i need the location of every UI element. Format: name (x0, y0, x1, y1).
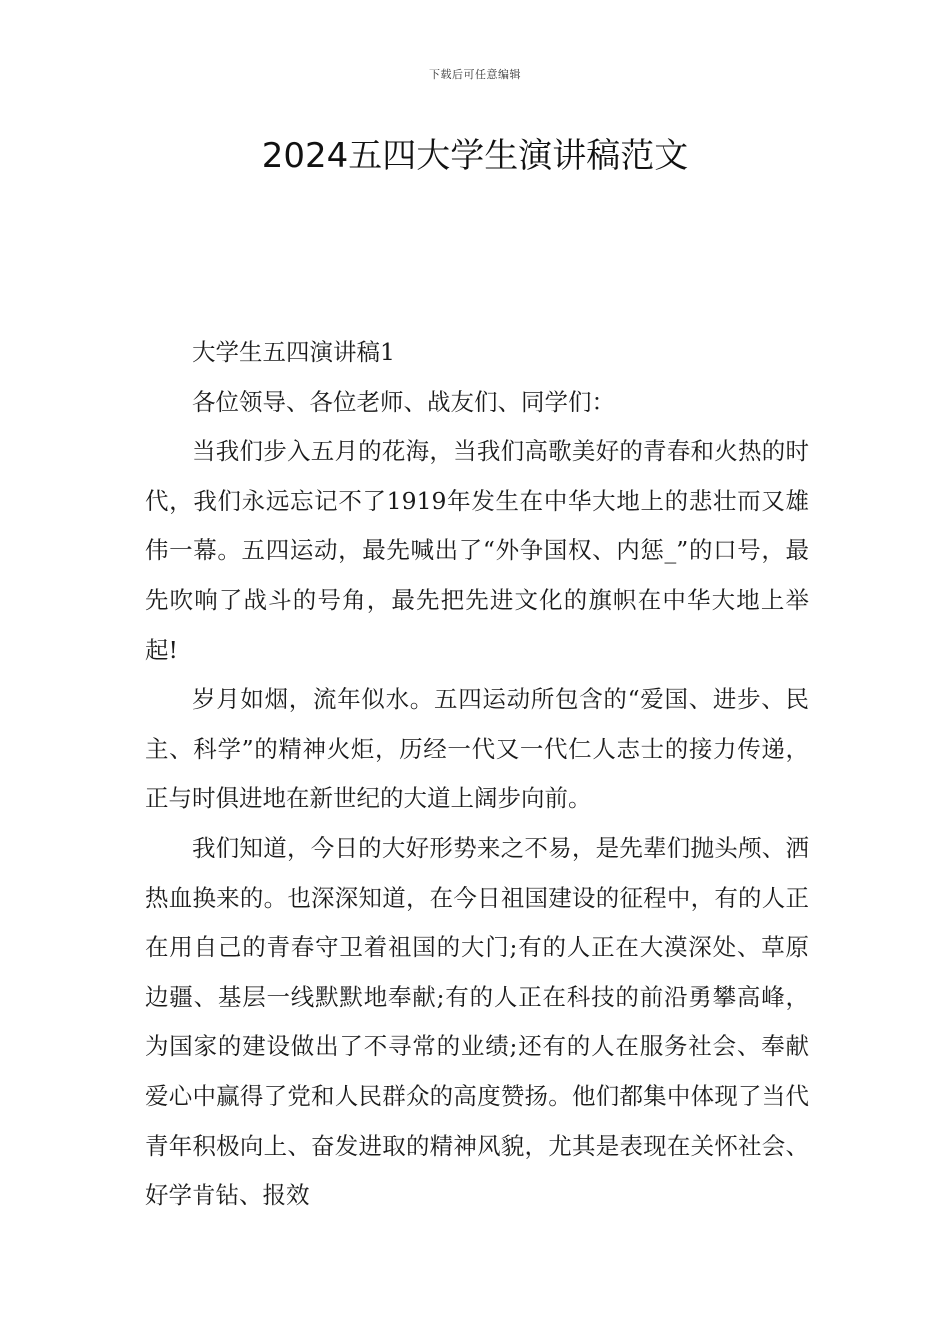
speech-heading: 大学生五四演讲稿1 (192, 338, 395, 366)
body-paragraph: 当我们步入五月的花海，当我们高歌美好的青春和火热的时代，我们永远忘记不了1919年发生在中华大地上的悲壮而又雄伟一幕。五四运动，最先喊出了“外争国权、内惩_”的口号，最先吹响了战斗的号角，最先把先进文化的旗帜在中华大地上举起! (145, 437, 809, 664)
document-body (145, 328, 809, 1221)
document-title: 2024五四大学生演讲稿范文 (261, 136, 689, 176)
header-note: 下载后可任意编辑 (429, 68, 521, 81)
body-paragraph: 我们知道，今日的大好形势来之不易，是先辈们抛头颅、洒热血换来的。也深深知道，在今日祖国建设的征程中，有的人正在用自己的青春守卫着祖国的大门;有的人正在大漠深处、草原边疆、基层一线默默地奉献;有的人正在科技的前沿勇攀高峰，为国家的建设做出了不寻常的业绩;还有的人在服务社会、奉献爱心中赢得了党和人民群众的高度赞扬。他们都集中体现了当代青年积极向上、奋发进取的精神风貌，尤其是表现在关怀社会、好学肯钻、报效 (145, 833, 809, 1210)
salutation: 各位领导、各位老师、战友们、同学们： (192, 387, 615, 416)
body-paragraph: 岁月如烟，流年似水。五四运动所包含的“爱国、进步、民主、科学”的精神火炬，历经一代又一代仁人志士的接力传递，正与时俱进地在新世纪的大道上阔步向前。 (145, 685, 809, 813)
